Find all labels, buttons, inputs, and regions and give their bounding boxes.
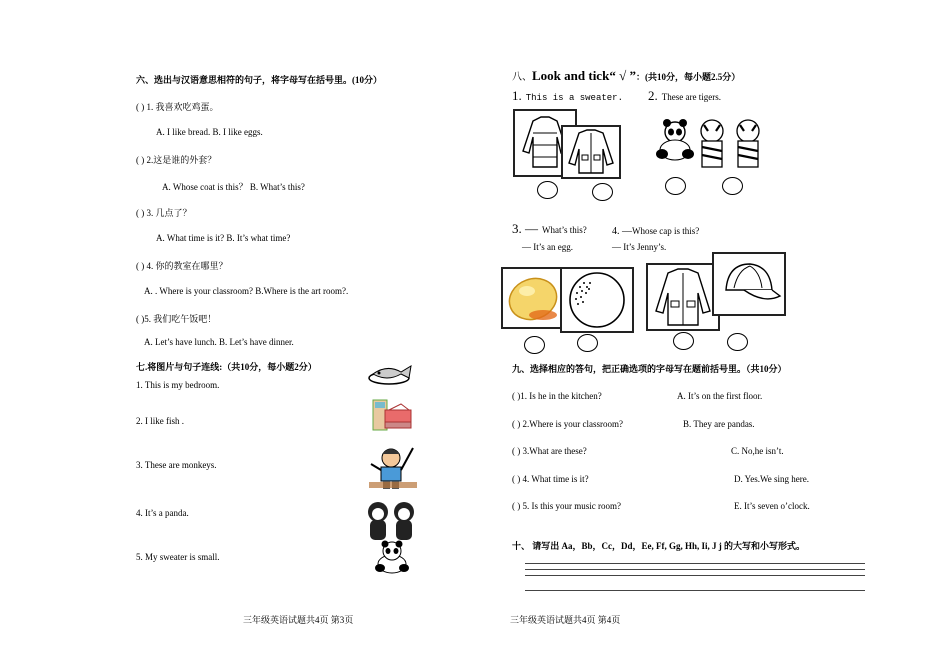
sec6-q2: ( ) 2.这是谁的外套？	[136, 155, 217, 165]
jacket-picture-2	[646, 263, 720, 331]
sec8-q2: 2. These are tigers.	[648, 88, 721, 103]
pandas-picture	[654, 118, 696, 162]
fish-dish-image	[367, 358, 417, 386]
sec9-q3: ( ) 3.What are these?	[512, 446, 587, 456]
writing-line-2[interactable]	[525, 569, 865, 570]
section-10-title: 十、 请写出 Aa，Bb，Cc，Dd，Ee, Ff, Gg, Hh, Ii, J j 的大写和小写形式。	[512, 541, 806, 551]
tigers-picture	[694, 115, 772, 171]
writing-line-4[interactable]	[525, 590, 865, 591]
sec9-a4: D. Yes.We sing here.	[734, 474, 810, 484]
sec6-q2-options: A. Whose coat is this？ B. What’s this?	[162, 182, 305, 192]
section-9-title: 九、选择相应的答句，把正确选项的字母写在题前括号里。（共10分）	[512, 364, 787, 374]
sec7-item-2: 2. I like fish .	[136, 416, 184, 426]
cap-picture	[712, 252, 786, 316]
bedroom-image	[371, 396, 413, 432]
sec7-item-5: 5. My sweater is small.	[136, 552, 220, 562]
sec8-title-cn: 八、	[512, 72, 532, 83]
writing-line-3[interactable]	[525, 575, 865, 576]
tick-oval-4b[interactable]	[727, 333, 748, 351]
panda-image	[372, 540, 412, 574]
egg-picture	[501, 267, 565, 329]
sec9-q2: ( ) 2.Where is your classroom?	[512, 419, 623, 429]
sec8-q1: 1. This is a sweater.	[512, 88, 623, 103]
sec9-q5: ( ) 5. Is this your music room?	[512, 501, 621, 511]
monkeys-image	[364, 500, 418, 542]
sec9-a1: A. It’s on the first floor.	[677, 391, 763, 401]
tick-oval-1b[interactable]	[592, 183, 613, 201]
sec6-q4: ( ) 4. 你的教室在哪里？	[136, 261, 228, 271]
tick-oval-3b[interactable]	[577, 334, 598, 352]
sec9-a2: B. They are pandas.	[683, 419, 755, 429]
sec8-q3: 3. — What’s this?	[512, 221, 587, 236]
sec8-title-en: Look and tick	[532, 68, 610, 83]
sec8-q4-answer: — It’s Jenny’s.	[612, 242, 667, 252]
sec6-q1-options: A. I like bread. B. I like eggs.	[156, 127, 263, 137]
sec6-q5: ( )5. 我们吃午饭吧！	[136, 314, 217, 324]
section-8-title	[512, 67, 740, 85]
sec9-a5: E. It’s seven o’clock.	[734, 501, 810, 511]
tick-oval-3a[interactable]	[524, 336, 545, 354]
sec8-q3-answer: — It’s an egg.	[522, 242, 573, 252]
sec9-a3: C. No,he isn’t.	[731, 446, 784, 456]
section-6-title: 六、选出与汉语意思相符的句子，将字母写在括号里。(10分）	[136, 75, 382, 85]
tick-oval-4a[interactable]	[673, 332, 694, 350]
sec6-q5-options: A. Let’s have lunch. B. Let’s have dinner.	[144, 337, 294, 347]
sec6-q4-options: A. . Where is your classroom? B.Where is the art room?.	[144, 286, 349, 296]
sec6-q1: ( ) 1. 我喜欢吃鸡蛋。	[136, 102, 219, 112]
orange-picture	[560, 267, 634, 333]
sec7-item-4: 4. It’s a panda.	[136, 508, 189, 518]
boy-image	[369, 444, 417, 490]
sec9-q4: ( ) 4. What time is it?	[512, 474, 589, 484]
sec6-q3-options: A. What time is it? B. It’s what time?	[156, 233, 291, 243]
sec9-q1: ( )1. Is he in the kitchen?	[512, 391, 602, 401]
tick-oval-1a[interactable]	[537, 181, 558, 199]
sec8-title-mark: “ √ ”	[609, 68, 636, 83]
sec8-title-rest: ：(共10分，每小题2.5分）	[635, 72, 741, 82]
tick-oval-2b[interactable]	[722, 177, 743, 195]
left-footer: 三年级英语试题共4页 第3页	[243, 615, 354, 625]
right-footer: 三年级英语试题共4页 第4页	[510, 615, 621, 625]
jacket-picture-1	[561, 125, 621, 179]
section-7-title: 七.将图片与句子连线:（共10分，每小题2分）	[136, 362, 317, 372]
sec8-q4: 4. —Whose cap is this?	[612, 226, 700, 237]
sec7-item-1: 1. This is my bedroom.	[136, 380, 220, 390]
sec7-item-3: 3. These are monkeys.	[136, 460, 217, 470]
sec6-q3: ( ) 3. 几点了？	[136, 208, 192, 218]
writing-line-1[interactable]	[525, 563, 865, 564]
tick-oval-2a[interactable]	[665, 177, 686, 195]
